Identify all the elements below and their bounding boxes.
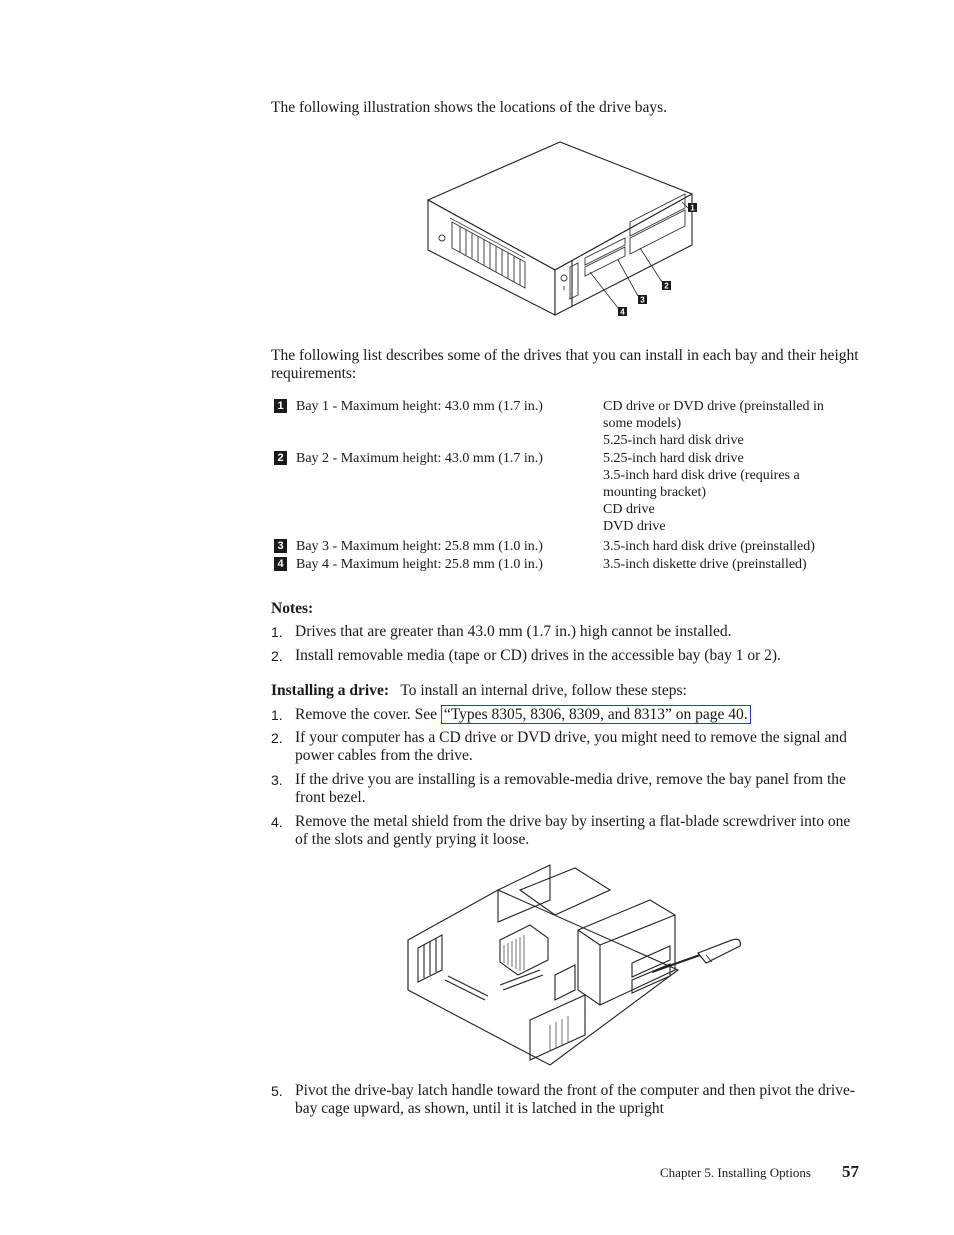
bay-number-badge: 3 — [274, 539, 287, 553]
drive-option: DVD drive — [603, 519, 666, 534]
footer-chapter: Chapter 5. Installing Options — [660, 1165, 811, 1180]
installing-heading: Installing a drive: — [271, 682, 389, 699]
chassis-screwdriver-illustration — [400, 860, 745, 1072]
bay-row-4 — [274, 556, 864, 574]
installing-intro — [271, 682, 861, 700]
bay-table — [274, 398, 864, 574]
intro-text: The following illustration shows the locations of the drive bays. — [271, 99, 668, 116]
bay-number-badge: 1 — [274, 399, 287, 413]
bay-label: Bay 1 - Maximum height: 43.0 mm (1.7 in.) — [296, 399, 543, 414]
bay-row-3 — [274, 538, 864, 556]
notes-heading: Notes: — [271, 600, 314, 617]
drive-option: CD drive — [603, 502, 655, 517]
bay-number-badge: 4 — [274, 557, 287, 571]
bay-row-1 — [274, 398, 864, 450]
bay-number-badge: 2 — [274, 451, 287, 465]
cover-removal-link[interactable]: “Types 8305, 8306, 8309, and 8313” on page 40. — [441, 705, 751, 724]
bay-label: Bay 3 - Maximum height: 25.8 mm (1.0 in.) — [296, 539, 543, 554]
drive-bays-illustration — [420, 130, 710, 322]
page-number: 57 — [842, 1162, 859, 1181]
callout-4: 4 — [620, 307, 625, 317]
drive-option: 3.5-inch hard disk drive (requires a — [603, 468, 800, 483]
bay-label: Bay 2 - Maximum height: 43.0 mm (1.7 in.) — [296, 451, 543, 466]
bay-row-2 — [274, 450, 864, 538]
drive-option: 5.25-inch hard disk drive — [603, 451, 744, 466]
drive-option: 3.5-inch diskette drive (preinstalled) — [603, 557, 807, 572]
installing-intro-text: To install an internal drive, follow these steps: — [400, 682, 687, 699]
drive-option: 3.5-inch hard disk drive (preinstalled) — [603, 539, 815, 554]
drive-option: 5.25-inch hard disk drive — [603, 433, 744, 448]
drive-option: mounting bracket) — [603, 485, 707, 500]
callout-3: 3 — [640, 295, 645, 305]
list-intro: The following list describes some of the drives that you can install in each bay and their height requirements: — [271, 347, 859, 382]
drive-option: CD drive or DVD drive (preinstalled in — [603, 399, 824, 414]
callout-1: 1 — [690, 203, 695, 213]
bay-label: Bay 4 - Maximum height: 25.8 mm (1.0 in.) — [296, 557, 543, 572]
callout-2: 2 — [664, 281, 669, 291]
drive-option: some models) — [603, 416, 682, 431]
